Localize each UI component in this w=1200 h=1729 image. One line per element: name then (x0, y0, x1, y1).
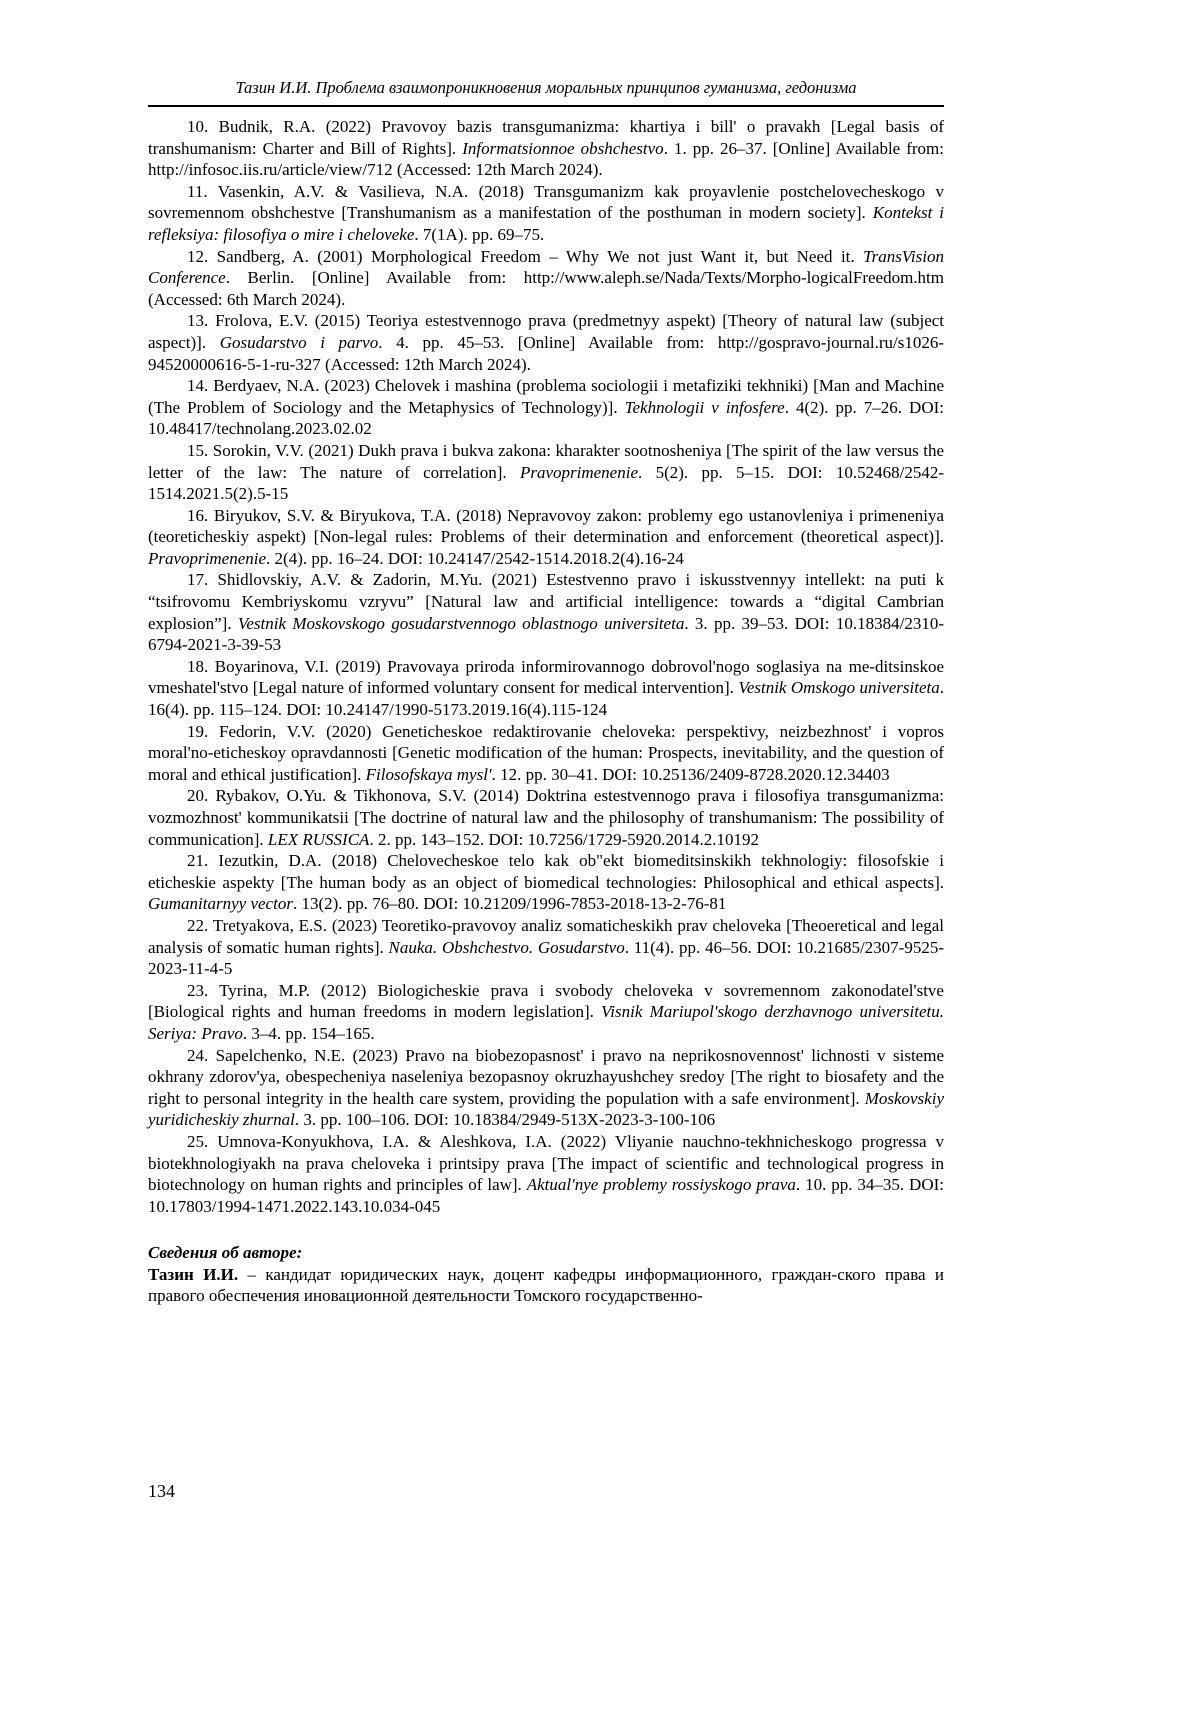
reference-item (148, 785, 944, 850)
reference-source-title: Gosudarstvo i parvo (219, 332, 379, 352)
reference-text: Umnova-Konyukhova, I.A. & Aleshkova, I.A. (2022) Vliyanie nauchno-tekhnicheskogo progressa v biotekhnologiyakh na prava cheloveka i printsipy prava [The impact of scientific and technological progress in biotechnology on human rights and principles of law]. (148, 1131, 945, 1195)
reference-number: 15. (187, 440, 213, 460)
reference-text: Iezutkin, D.A. (2018) Chelovecheskoe telo kak ob"ekt biomeditsinskikh tekhnologiy: filosofskie i eticheskie aspekty [The human body as an object of biomedical technologies: Philosophical and ethical aspects]. (148, 851, 944, 892)
reference-text: . 3. pp. 39–53. DOI: 10.18384/2310-6794-2021-3-39-53 (148, 613, 944, 655)
reference-item (148, 310, 944, 375)
reference-item (148, 1131, 944, 1217)
reference-item (148, 721, 944, 786)
reference-source-title: Nauka. Obshchestvo. Gosudarstvo (388, 937, 625, 957)
reference-text: . 11(4). pp. 46–56. DOI: 10.21685/2307-9525-2023-11-4-5 (148, 937, 944, 979)
reference-number: 24. (187, 1045, 216, 1065)
reference-text: Berdyaev, N.A. (2023) Chelovek i mashina (problema sociologii i metafiziki tekhniki) [Man and Machine (The Problem of Sociology and the Metaphysics of Technology)]. (148, 376, 944, 417)
reference-item (148, 850, 944, 915)
author-info (148, 1264, 944, 1307)
reference-text: Tyrina, M.P. (2012) Biologicheskie prava i svobody cheloveka v sovremennom zakonodatel'stve [Biological rights and human freedoms in modern legislation]. (148, 980, 944, 1022)
reference-number: 25. (187, 1131, 218, 1151)
reference-source-title: Visnik Mariupol'skogo derzhavnogo universitetu. Seriya: Pravo (148, 1002, 944, 1043)
reference-number: 11. (187, 181, 218, 201)
reference-number: 19. (187, 721, 220, 741)
reference-text: Sapelchenko, N.E. (2023) Pravo na biobezopasnost' i pravo na neprikosnovennost' lichnosti v sisteme okhrany zdorov'ya, obespecheniya naseleniya bezopasnoy okruzhayushchey sredoy [The right to biosafety and the right to personal integrity in the health care system, providing the population with a safe environment]. (148, 1045, 944, 1108)
reference-text: . 16(4). pp. 115–124. DOI: 10.24147/1990-5173.2019.16(4).115-124 (148, 678, 944, 720)
reference-text: Vasenkin, A.V. & Vasilieva, N.A. (2018) Transgumanizm kak proyavlenie postchelovecheskogo v sovremennom obshchestve [Transhumanism as a manifestation of the posthuman in modern society]. (148, 181, 945, 223)
reference-source-title: Kontekst i refleksiya: filosofiya o mire i cheloveke (148, 203, 944, 244)
reference-number: 17. (187, 570, 218, 590)
reference-item (148, 569, 944, 655)
reference-source-title: Filosofskaya mysl' (365, 764, 492, 784)
reference-text: Boyarinova, V.I. (2019) Pravovaya priroda informirovannogo dobrovol'nogo soglasiya na me-ditsinskoe vmeshatel'stvo [Legal nature of informed voluntary consent for medical intervention]. (148, 656, 944, 698)
author-description: – кандидат юридических наук, доцент кафедры информационного, граждан-ского права и правого обеспечения иновационной деятельности Томского государственно- (148, 1264, 944, 1306)
running-header-text: Тазин И.И. Проблема взаимопроникновения моральных принципов гуманизма, гедонизма (235, 78, 857, 97)
reference-text: Shidlovskiy, A.V. & Zadorin, M.Yu. (2021) Estestvenno pravo i iskusstvennyy intellekt: na puti k “tsifrovomu Kembriyskomu vzryvu” [Natural law and artificial intelligence: towards a “digital Cambrian explosion”]. (148, 570, 944, 633)
reference-text: . 2. pp. 143–152. DOI: 10.7256/1729-5920.2014.2.10192 (369, 829, 760, 849)
page-content (148, 78, 944, 1307)
reference-text: . 1. pp. 26–37. [Online] Available from: http://infosoc.iis.ru/article/view/712 (Accessed: 12th March 2024). (148, 138, 945, 180)
reference-number: 23. (187, 980, 220, 1000)
reference-item (148, 246, 944, 311)
reference-text: Tretyakova, E.S. (2023) Teoretiko-pravovoy analiz somaticheskikh prav cheloveka [Theoeretical and legal analysis of somatic human rights]. (148, 915, 944, 957)
reference-text: . 2(4). pp. 16–24. DOI: 10.24147/2542-1514.2018.2(4).16-24 (266, 548, 684, 568)
reference-number: 12. (187, 246, 217, 266)
reference-source-title: TransVision Conference (148, 246, 944, 288)
reference-number: 20. (187, 786, 216, 806)
author-section (148, 1242, 944, 1307)
reference-number: 13. (187, 311, 216, 331)
reference-source-title: Pravoprimenenie (519, 462, 638, 482)
reference-text: . 5(2). pp. 5–15. DOI: 10.52468/2542-1514.2021.5(2).5-15 (148, 462, 944, 504)
reference-item (148, 980, 944, 1045)
page-number: 134 (148, 1481, 175, 1501)
reference-item (148, 1045, 944, 1131)
reference-source-title: Pravoprimenenie (148, 548, 267, 568)
reference-number: 10. (187, 117, 219, 136)
reference-item (148, 375, 944, 440)
reference-text: . 3. pp. 100–106. DOI: 10.18384/2949-513X-2023-3-100-106 (294, 1110, 716, 1130)
reference-text: . 4(2). pp. 7–26. DOI: 10.48417/technolang.2023.02.02 (148, 397, 944, 439)
reference-item (148, 915, 944, 980)
reference-text: . 3–4. pp. 154–165. (242, 1023, 375, 1043)
reference-text: Sandberg, A. (2001) Morphological Freedom – Why We not just Want it, but Need it. (216, 246, 864, 266)
reference-text: . 13(2). pp. 76–80. DOI: 10.21209/1996-7853-2018-13-2-76-81 (292, 894, 727, 914)
reference-text: . Berlin. [Online] Available from: http://www.aleph.se/Nada/Texts/Morpho-logicalFreedom.htm (Accessed: 6th March 2024). (148, 268, 944, 309)
reference-text: . 4. pp. 45–53. [Online] Available from: http://gospravo-journal.ru/s1026-94520000616-5-1-ru-327 (Accessed: 12th March 2024). (148, 332, 944, 374)
reference-text: Biryukov, S.V. & Biryukova, T.A. (2018) Nepravovoy zakon: problemy ego ustanovleniya i primeneniya (teoreticheskiy aspekt) [Non-legal rules: Problems of their determination and enforcement (theoretical aspect)]. (148, 505, 945, 547)
reference-text: Budnik, R.A. (2022) Pravovoy bazis transgumanizma: khartiya i bill' o pravakh [Legal basis of transhumanism: Charter and Bill of Rights]. (148, 117, 945, 158)
reference-text: Fedorin, V.V. (2020) Geneticheskoe redaktirovanie cheloveka: perspektivy, neizbezhnost' i vopros moral'no-eticheskoy opravdannosti [Genetic modification of the human: Prospects, inevitability, and the question of moral and ethical justification]. (148, 721, 944, 784)
reference-text: Rybakov, O.Yu. & Tikhonova, S.V. (2014) Doktrina estestvennogo prava i filosofiya transgumanizma: vozmozhnost' kommunikatsii [The doctrine of natural law and the philosophy of transhumanism: The possibility of communication]. (148, 786, 944, 849)
reference-source-title: Tekhnologii v infosfere (624, 397, 785, 417)
reference-source-title: Gumanitarnyy vector (148, 894, 293, 914)
reference-item (148, 116, 944, 181)
reference-item (148, 505, 944, 570)
reference-number: 22. (187, 915, 213, 935)
running-header (148, 78, 944, 107)
references-list (148, 116, 944, 1217)
reference-source-title: LEX RUSSICA (267, 829, 370, 849)
reference-item (148, 440, 944, 505)
reference-text: . 12. pp. 30–41. DOI: 10.25136/2409-8728.2020.12.34403 (491, 764, 890, 784)
reference-number: 21. (187, 851, 219, 871)
reference-source-title: Aktual'nye problemy rossiyskogo prava (526, 1175, 796, 1195)
reference-text: . 7(1A). pp. 69–75. (414, 224, 545, 244)
author-section-heading: Сведения об авторе: (148, 1243, 303, 1263)
reference-item (148, 656, 944, 721)
reference-text: . 10. pp. 34–35. DOI: 10.17803/1994-1471.2022.143.10.034-045 (148, 1175, 944, 1216)
reference-source-title: Informatsionnoe obshchestvo (462, 138, 664, 158)
reference-text: Frolova, E.V. (2015) Teoriya estestvennogo prava (predmetnyy aspekt) [Theory of natural law (subject aspect)]. (148, 311, 945, 352)
author-name: Тазин И.И. (148, 1264, 239, 1284)
reference-number: 16. (187, 505, 214, 525)
reference-source-title: Vestnik Omskogo universiteta (738, 678, 940, 698)
reference-number: 18. (187, 656, 215, 676)
reference-number: 14. (187, 376, 214, 396)
reference-source-title: Moskovskiy yuridicheskiy zhurnal (148, 1088, 944, 1130)
reference-text: Sorokin, V.V. (2021) Dukh prava i bukva zakona: kharakter sootnosheniya [The spirit of the law versus the letter of the law: The nature of correlation]. (148, 440, 945, 482)
reference-item (148, 181, 944, 246)
reference-source-title: Vestnik Moskovskogo gosudarstvennogo oblastnogo universiteta (237, 613, 685, 633)
